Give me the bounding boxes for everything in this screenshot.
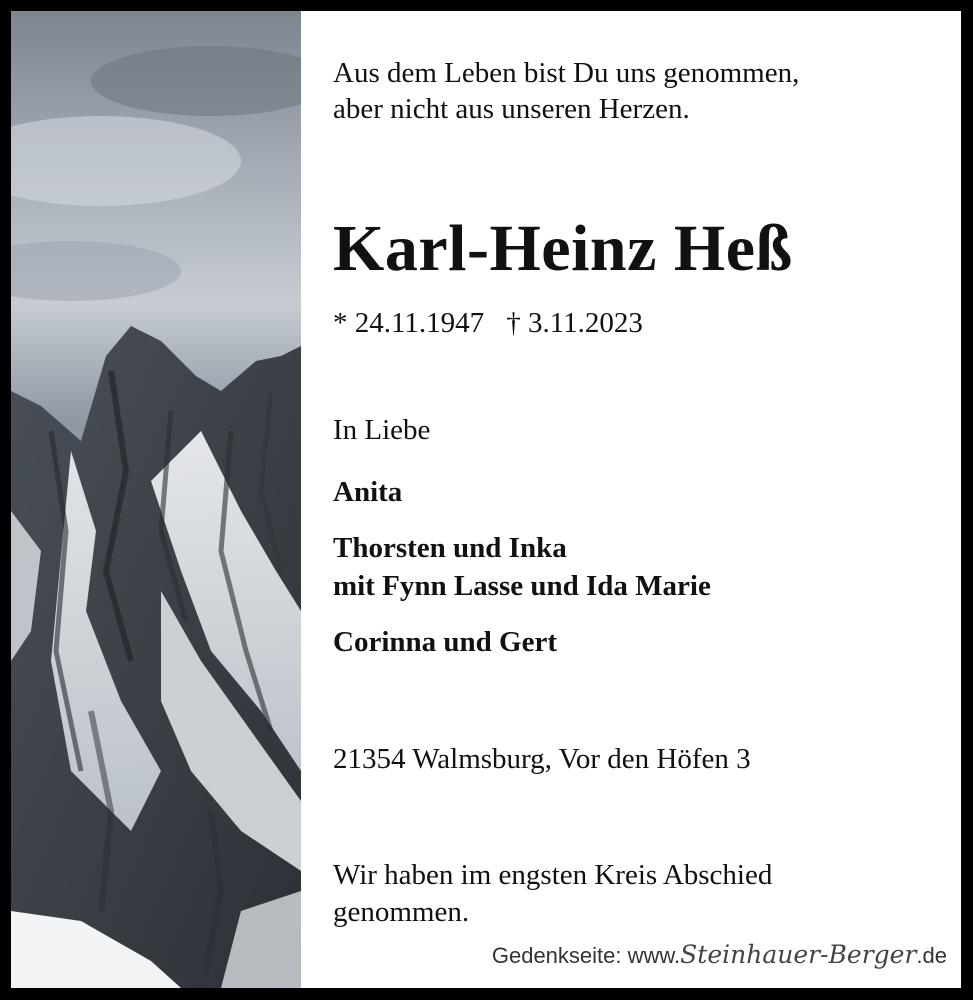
memorial-page-link[interactable] (492, 940, 947, 969)
mourner-line: mit Fynn Lasse und Ida Marie (333, 570, 711, 602)
birth-date: * 24.11.1947 (333, 307, 485, 339)
footer-suffix: .de (916, 943, 947, 968)
memorial-quote (333, 55, 799, 127)
mourners-intro: In Liebe (333, 414, 431, 446)
mourner-line: Anita (333, 476, 403, 508)
obituary-text (333, 11, 961, 988)
quote-line: aber nicht aus unseren Herzen. (333, 93, 690, 125)
brand-logo: Steinhauer-Berger (680, 940, 917, 969)
family-address: 21354 Walmsburg, Vor den Höfen 3 (333, 743, 751, 775)
farewell-line: genommen. (333, 896, 470, 928)
death-date: † 3.11.2023 (506, 307, 643, 339)
deceased-name: Karl-Heinz Heß (333, 212, 793, 285)
farewell-line: Wir haben im engsten Kreis Abschied (333, 859, 773, 891)
life-dates (333, 306, 643, 340)
mourner-line: Thorsten und Inka (333, 532, 567, 564)
quote-line: Aus dem Leben bist Du uns genommen, (333, 57, 800, 89)
farewell-note (333, 857, 772, 931)
obituary-card (11, 11, 961, 988)
footer-label: Gedenkseite: www. (491, 943, 681, 968)
mourner-line: Corinna und Gert (333, 626, 557, 658)
mountain-photo (11, 11, 301, 988)
